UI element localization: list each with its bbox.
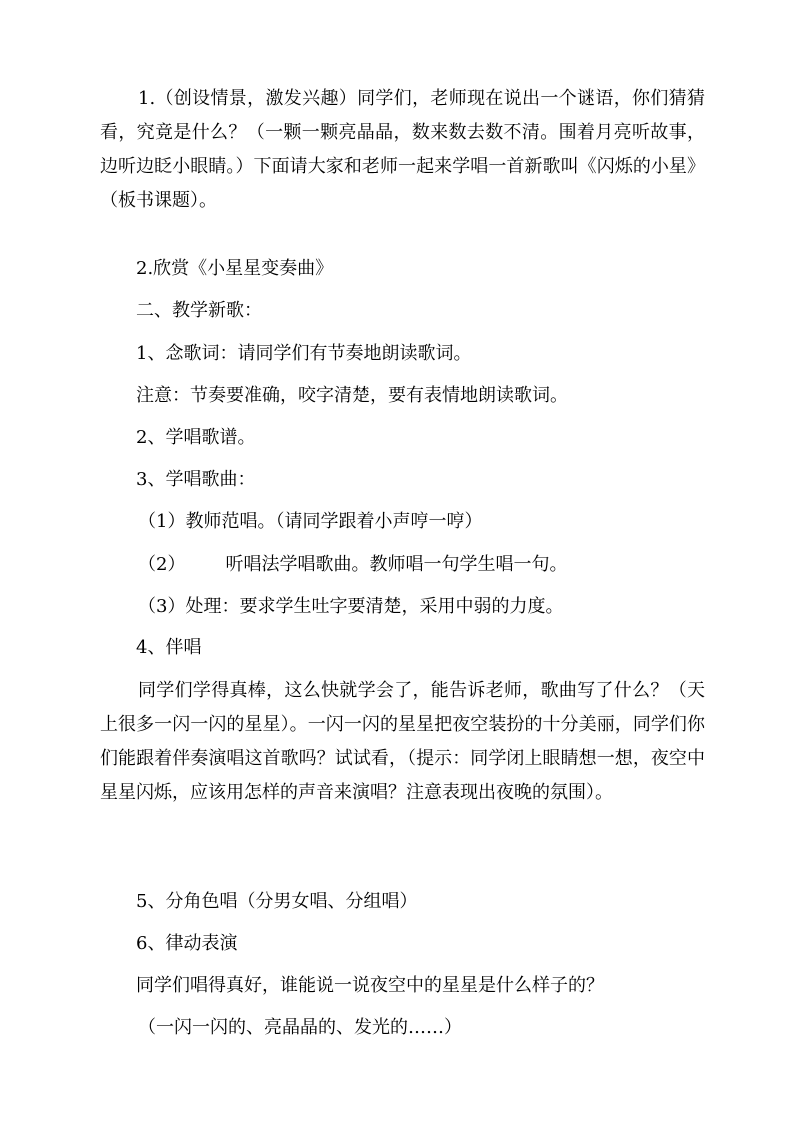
paragraph-appreciate-variations: 2.欣赏《小星星变奏曲》 — [136, 258, 334, 279]
paragraph-role-singing: 5、分角色唱（分男女唱、分组唱） — [136, 891, 418, 912]
paragraph-learn-song: 3、学唱歌曲： — [136, 469, 256, 490]
paragraph-processing: （3）处理：要求学生吐字要清楚，采用中弱的力度。 — [138, 596, 564, 617]
paragraph-recite-lyrics: 1、念歌词：请同学们有节奏地朗读歌词。 — [136, 343, 472, 364]
paragraph-accompany-heading: 4、伴唱 — [136, 637, 202, 658]
paragraph-listen-learn — [138, 548, 567, 582]
paragraph-accompany-body: 同学们学得真棒，这么快就学会了，能告诉老师，歌曲写了什么？（天上很多一闪一闪的星星）。一闪一闪的星星把夜空装扮的十分美丽，同学们你们能跟着伴奏演唱这首歌吗？试试看，（提示：同学闭上眼睛想一想，夜空中星星闪烁，应该用怎样的声音来演唱？注意表现出夜晚的氛围）。 — [100, 680, 705, 803]
paragraph-riddle-intro: 1.（创设情景，激发兴趣）同学们，老师现在说出一个谜语，你们猜猜看，究竟是什么？（一颗一颗亮晶晶，数来数去数不清。围着月亮听故事，边听边眨小眼睛。）下面请大家和老师一起来学唱一首新歌叫《闪烁的小星》（板书课题）。 — [100, 88, 705, 211]
section-heading-new-song: 二、教学新歌： — [136, 300, 262, 321]
paragraph-rhythm-performance: 6、律动表演 — [136, 933, 238, 954]
paragraph-question-stars: 同学们唱得真好，谁能说一说夜空中的星星是什么样子的？ — [136, 975, 604, 996]
paragraph-note: 注意：节奏要准确，咬字清楚，要有表情地朗读歌词。 — [136, 385, 568, 406]
paragraph-answer-stars: （一闪一闪的、亮晶晶的、发光的……） — [138, 1017, 462, 1038]
item-text: 听唱法学唱歌曲。教师唱一句学生唱一句。 — [225, 554, 568, 575]
paragraph-learn-score: 2、学唱歌谱。 — [136, 427, 256, 448]
paragraph-teacher-demo: （1）教师范唱。（请同学跟着小声哼一哼） — [138, 511, 483, 532]
item-label: （2） — [138, 554, 186, 575]
